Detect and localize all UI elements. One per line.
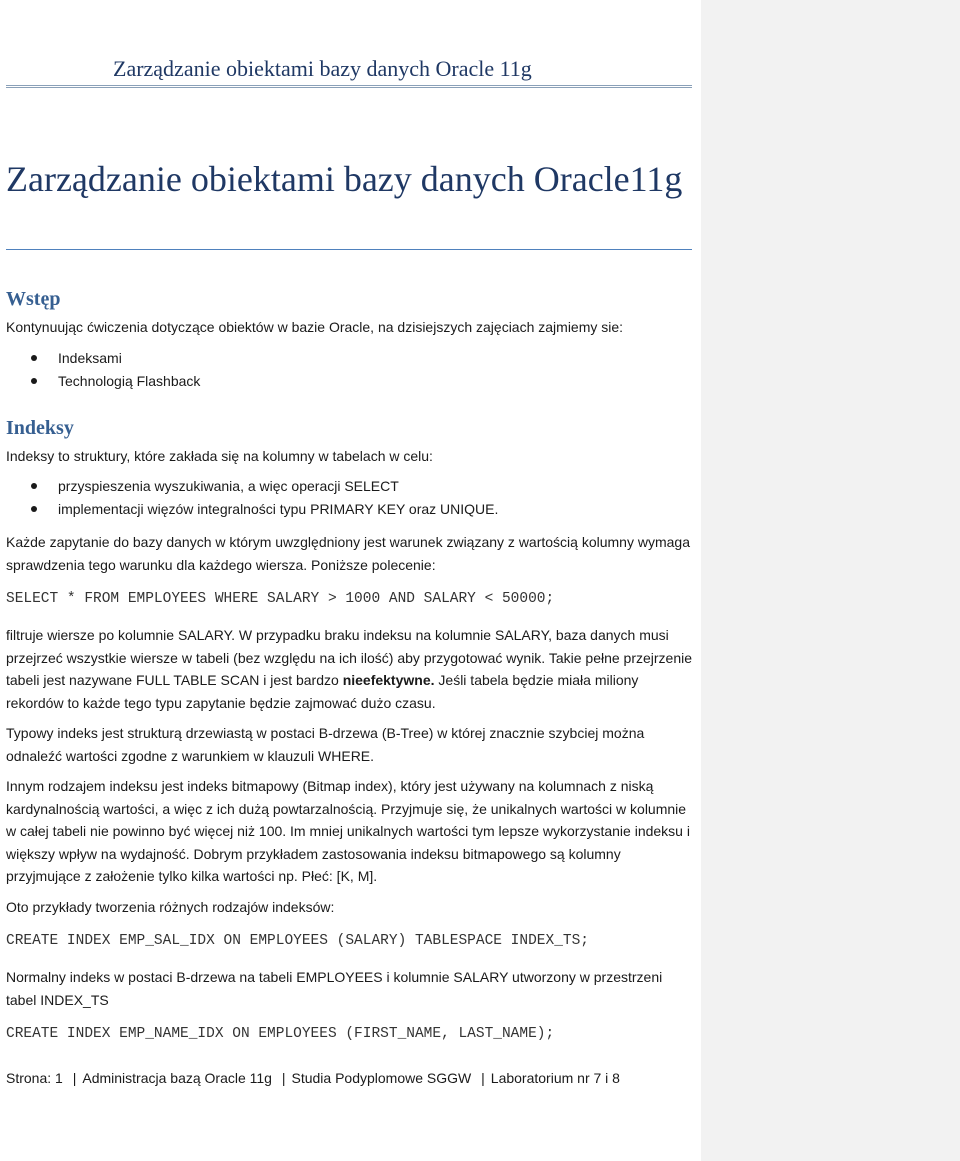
header-divider [6, 85, 692, 88]
paragraph-btree: Typowy indeks jest strukturą drzewiastą w postaci B-drzewa (B-Tree) w której znacznie szybciej można odnaleźć wartości zgodne z warunkiem w klauzuli WHERE. [6, 725, 645, 764]
page-footer [6, 1068, 620, 1088]
footer-page-number: 1 [55, 1070, 63, 1086]
paragraph-bitmap: Innym rodzajem indeksu jest indeks bitmapowy (Bitmap index), który jest używany na kolumnach z niską kardynalnością wartości, a więc z ich dużą powtarzalnością. Przyjmuje się, że unikalnych wartości w kolumnie w całej tabeli nie powinno być więcej niż 100. Im mniej unikalnych wartości tym lepsze wykorzystanie indeksu i większy wpływ na wydajność. Dobrym przykładem zastosowania indeksu bitmapowego są kolumny przyjmujące z założenie tylko kilka wartości np. Płeć: [K, M]. [6, 778, 690, 884]
footer-lab: Laboratorium nr 7 i 8 [490, 1070, 620, 1086]
title-underline [6, 249, 692, 250]
document-title: Zarządzanie obiektami bazy danych Oracle11g [6, 159, 683, 199]
list-item: implementacji więzów integralności typu PRIMARY KEY oraz UNIQUE. [6, 498, 694, 521]
footer-program: Studia Podyplomowe SGGW [291, 1070, 472, 1086]
list-item: Indeksami [6, 347, 694, 370]
indeksy-list [6, 475, 694, 521]
paragraph-text: filtruje wiersze po kolumnie SALARY. W przypadku braku indeksu na kolumnie SALARY, baza danych musi przejrzeć wszystkie wiersze w tabeli (bez względu na ich ilość) aby przygotować wynik. Takie pełne przejrzenie tabeli jest nazywane FULL TABLE SCAN i jest bardzo [6, 627, 693, 688]
footer-page-label: Strona: [6, 1070, 52, 1086]
list-item: przyspieszenia wyszukiwania, a więc operacji SELECT [6, 475, 694, 498]
footer-separator: | [72, 1070, 77, 1086]
comment-margin-pane [701, 0, 960, 1161]
code-select-query: SELECT * FROM EMPLOYEES WHERE SALARY > 1000 AND SALARY < 50000; [6, 591, 555, 607]
paragraph-text: Jeśli tabela będzie miała miliony rekordów to każde tego typu zapytanie będzie zajmować dużo czasu. [6, 672, 639, 711]
paragraph-normal-index: Normalny indeks w postaci B-drzewa na tabeli EMPLOYEES i kolumnie SALARY utworzony w przestrzeni tabel INDEX_TS [6, 969, 663, 1008]
indeksy-intro: Indeksy to struktury, które zakłada się na kolumny w tabelach w celu: [6, 447, 433, 464]
code-create-sal-index: CREATE INDEX EMP_SAL_IDX ON EMPLOYEES (SALARY) TABLESPACE INDEX_TS; [6, 933, 589, 949]
heading-wstep: Wstęp [6, 288, 61, 310]
paragraph-examples: Oto przykłady tworzenia różnych rodzajów indeksów: [6, 898, 335, 915]
wstep-intro: Kontynuując ćwiczenia dotyczące obiektów w bazie Oracle, na dzisiejszych zajęciach zajmiemy sie: [6, 319, 624, 335]
wstep-list [6, 347, 694, 393]
list-item: Technologią Flashback [6, 370, 694, 393]
running-header: Zarządzanie obiektami bazy danych Oracle 11g [113, 56, 532, 81]
code-create-name-index: CREATE INDEX EMP_NAME_IDX ON EMPLOYEES (FIRST_NAME, LAST_NAME); [6, 1026, 555, 1042]
footer-separator: | [481, 1070, 485, 1086]
footer-separator: | [281, 1070, 286, 1086]
paragraph-full-table-scan [6, 624, 694, 714]
emphasis-text: nieefektywne. [342, 672, 435, 688]
heading-indeksy: Indeksy [6, 416, 74, 439]
footer-course: Administracja bazą Oracle 11g [82, 1070, 272, 1086]
paragraph-query-condition: Każde zapytanie do bazy danych w którym uwzględniony jest warunek związany z wartością kolumny wymaga sprawdzenia tego warunku dla każdego wiersza. Poniższe polecenie: [6, 534, 690, 573]
document-body [6, 286, 694, 1059]
